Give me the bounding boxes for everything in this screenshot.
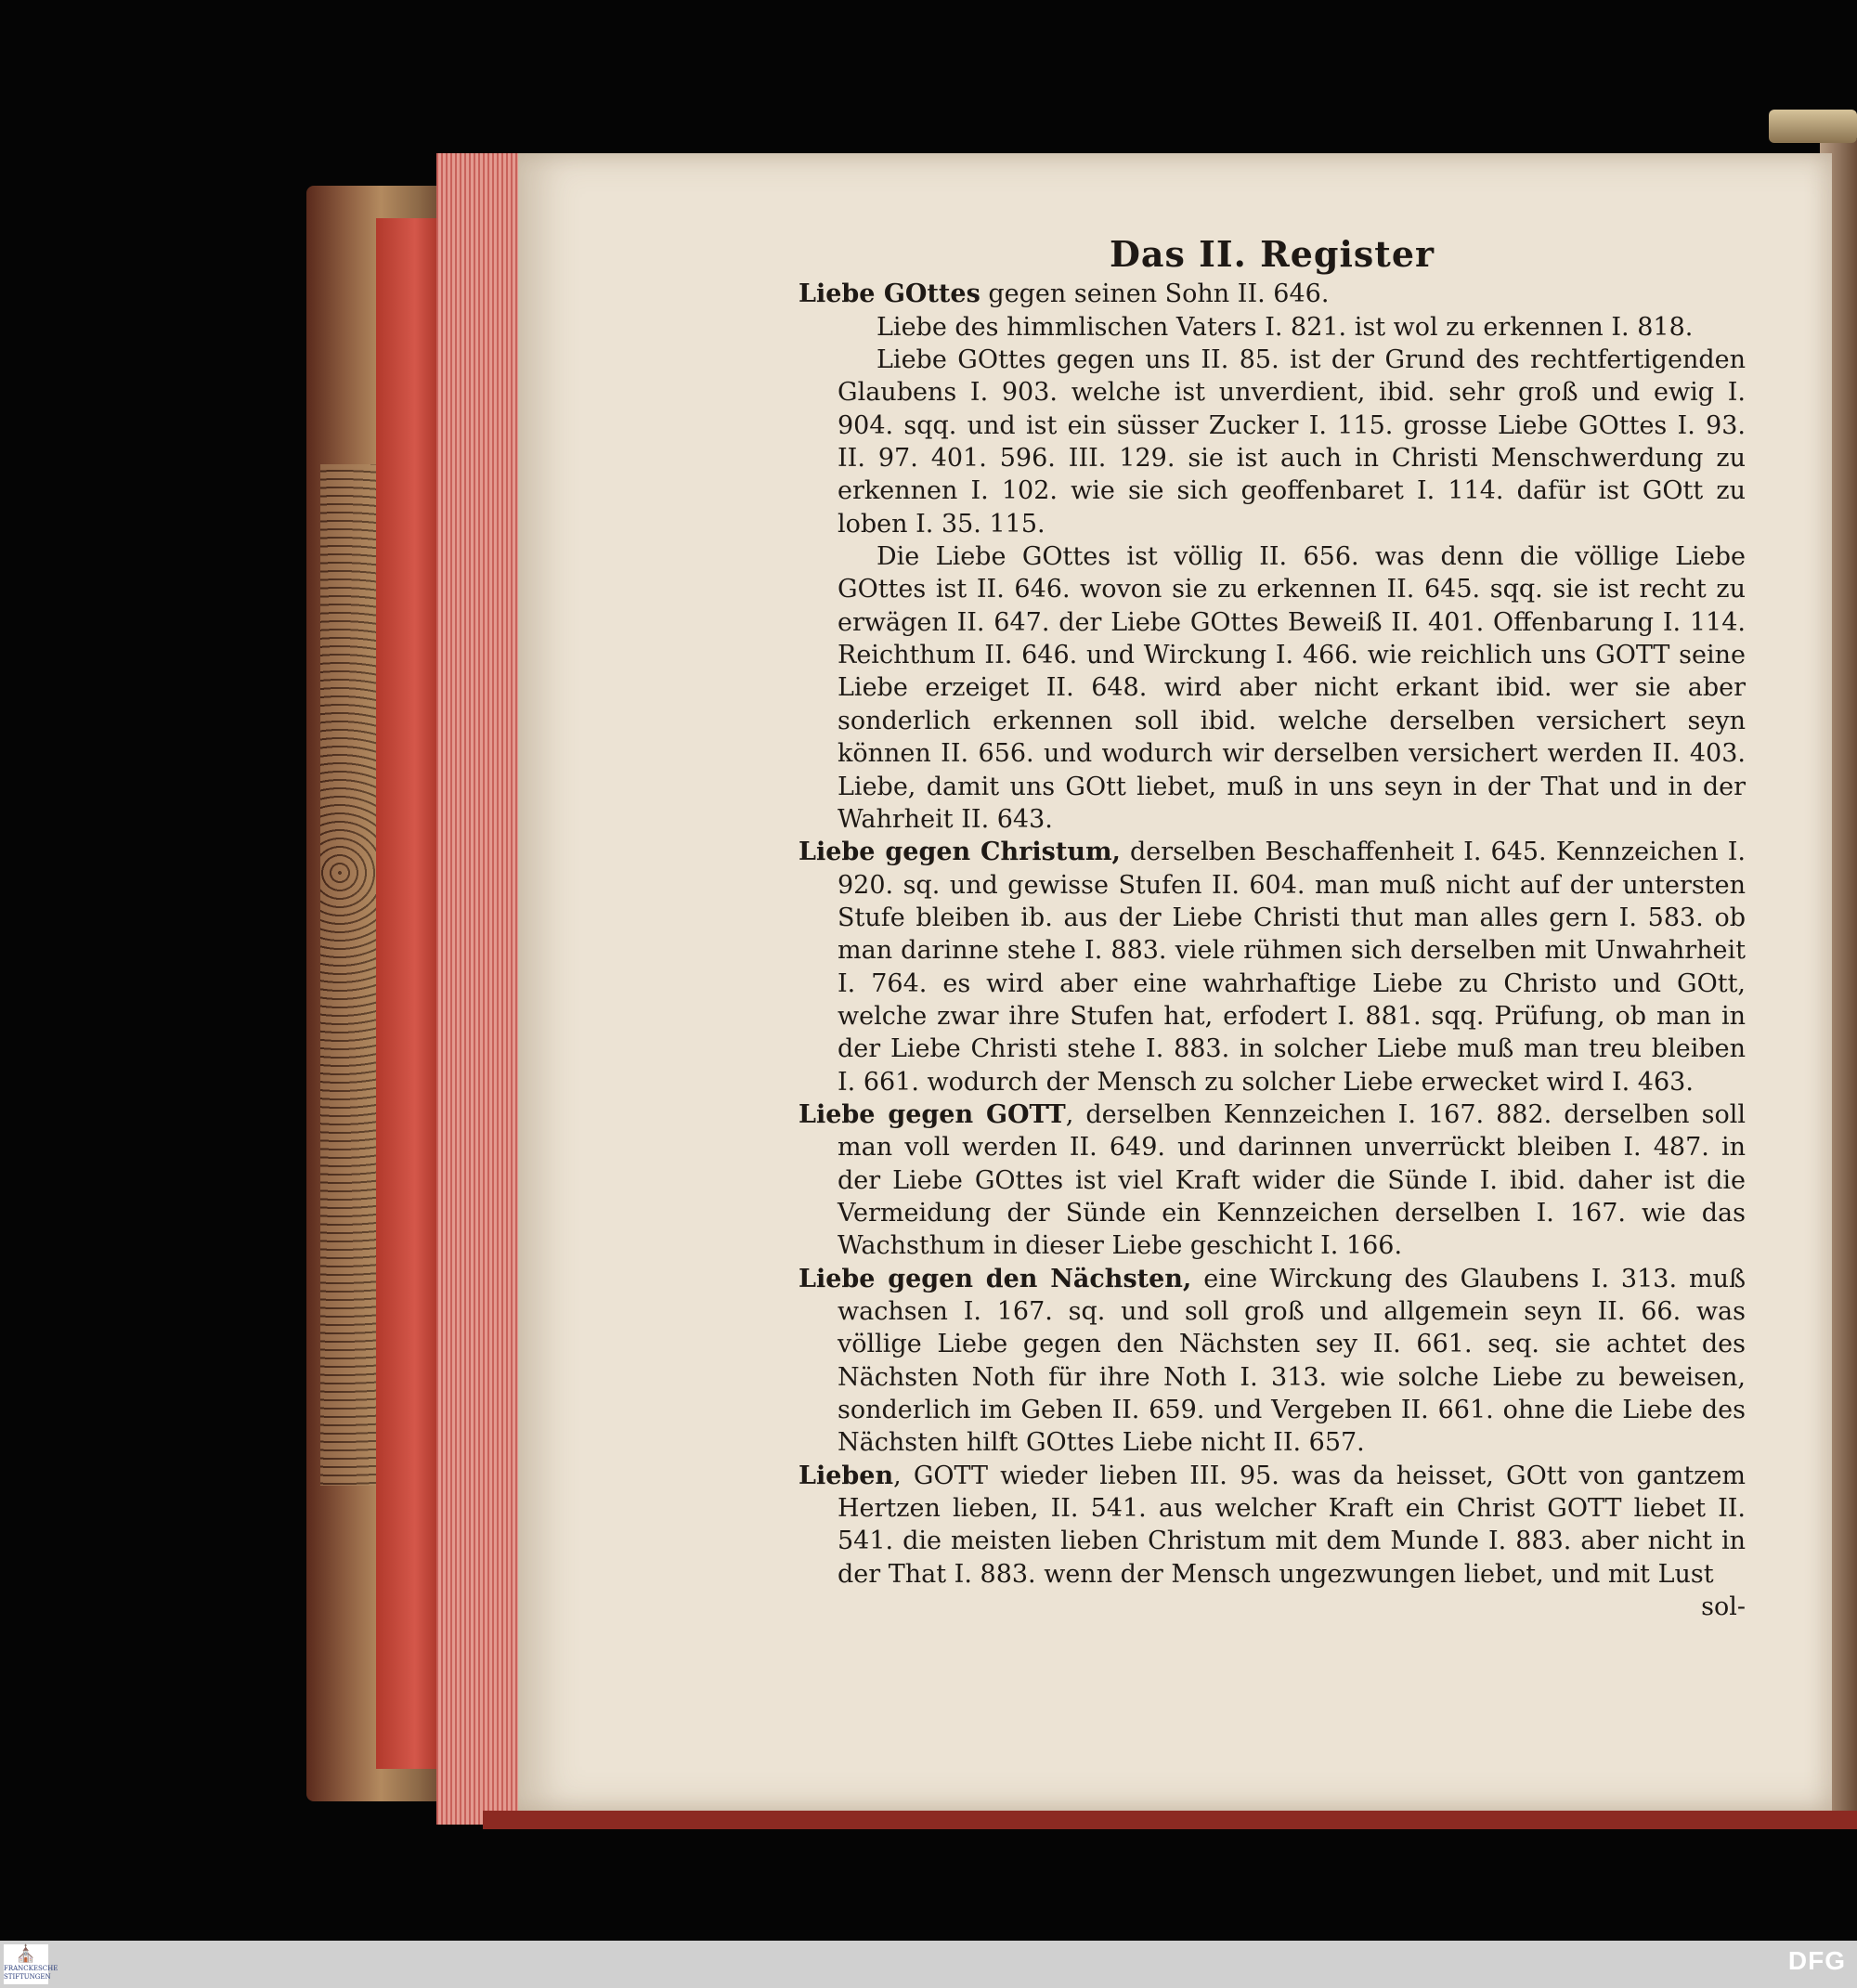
logo-text-line1: FRANCKESCHE	[4, 1965, 58, 1972]
dfg-logo[interactable]: DFG	[1787, 1946, 1846, 1975]
viewer-footer	[0, 1941, 1857, 1988]
binding-tie	[1769, 110, 1857, 143]
red-board-edge	[376, 218, 441, 1769]
entry-text: eine Wirckung des Glaubens I. 313. muß wachsen I. 167. sq. und soll groß und allgemein seyn II. 66. was völlige Liebe gegen den Nächsten sey II. 661. seq. sie achtet des Nächsten Noth für ihre Noth I. 313. wie solche Liebe zu beweisen, sonderlich im Geben II. 659. und Vergeben II. 661. ohne die Liebe des Nächsten hilft GOttes Liebe nicht II. 657.	[838, 1264, 1746, 1458]
page-header: Das II. Register	[1109, 233, 1435, 275]
institution-logo[interactable]	[4, 1944, 58, 1984]
register-entry	[799, 540, 1746, 836]
entry-text: , GOTT wieder lieben III. 95. was da heisset, GOtt von gantzem Hertzen lieben, II. 541. aus welcher Kraft ein Christ GOTT liebet II. 541. die meisten lieben Christum mit dem Munde I. 883. aber nicht in der That I. 883. wenn der Mensch ungezwungen liebet, und mit Lust	[838, 1461, 1746, 1589]
board-bottom-edge	[483, 1811, 1857, 1829]
entry-text: derselben Beschaffenheit I. 645. Kennzeichen I. 920. sq. und gewisse Stufen II. 604. man muß nicht auf der untersten Stufe bleiben ib. aus der Liebe Christi thut man alles gern I. 583. ob man darinne stehe I. 883. viele rühmen sich derselben mit Unwahrheit I. 764. es wird aber eine wahrhaftige Liebe zu Christo und GOtt, welche zwar ihre Stufen hat, erfodert I. 881. sqq. Prüfung, ob man in der Liebe Christi stehe I. 883. in solcher Liebe muß man treu bleiben I. 661. wodurch der Mensch zu solcher Liebe erwecket wird I. 463.	[838, 838, 1746, 1097]
register-entry	[799, 836, 1746, 1098]
building-icon: ⛪	[15, 1944, 37, 1964]
entry-keyword: Liebe GOttes	[799, 279, 980, 309]
register-entry	[799, 1098, 1746, 1263]
page-text-block	[799, 233, 1746, 1623]
entry-text: Liebe GOttes gegen uns II. 85. ist der Grund des rechtfertigenden Glaubens I. 903. welche ist unverdient, ibid. sehr groß und ewig I. 904. sqq. und ist ein süsser Zucker I. 115. grosse Liebe GOttes I. 93. II. 97. 401. 596. III. 129. sie ist auch in Christi Menschwerdung zu erkennen I. 102. wie sie sich geoffenbaret I. 114. dafür ist GOtt zu loben I. 35. 115.	[838, 345, 1746, 539]
entry-text: gegen seinen Sohn II. 646.	[980, 279, 1330, 309]
logo-text-line2: STIFTUNGEN	[4, 1973, 51, 1981]
register-entry	[799, 1460, 1746, 1591]
register-entry	[799, 311, 1746, 344]
entry-keyword: Liebe gegen den Nächsten,	[799, 1264, 1192, 1293]
entry-keyword: Liebe gegen Christum,	[799, 838, 1121, 867]
entry-keyword: Liebe gegen GOTT	[799, 1099, 1066, 1129]
register-entry	[799, 1263, 1746, 1460]
register-entry	[799, 344, 1746, 540]
entry-text: , derselben Kennzeichen I. 167. 882. derselben soll man voll werden II. 649. und darinnen unverrückt bleiben I. 487. in der Liebe GOttes ist viel Kraft wider die Sünde I. ibid. daher ist die Vermeidung der Sünde ein Kennzeichen derselben I. 167. wie das Wachsthum in dieser Liebe geschicht I. 166.	[838, 1099, 1746, 1261]
entry-text: Liebe des himmlischen Vaters I. 821. ist wol zu erkennen I. 818.	[877, 312, 1694, 342]
catchword: sol-	[1701, 1592, 1746, 1622]
register-entry	[799, 278, 1746, 310]
entry-text: Die Liebe GOttes ist völlig II. 656. was denn die völlige Liebe GOttes ist II. 646. wovon sie zu erkennen II. 645. sqq. sie ist recht zu erwägen II. 647. der Liebe GOttes Beweiß II. 401. Offenbarung I. 114. Reichthum II. 646. und Wirckung I. 466. wie reichlich uns GOTT seine Liebe erzeiget II. 648. wird aber nicht erkant ibid. wer sie aber sonderlich erkennen soll ibid. welche derselben versichert seyn können II. 656. und wodurch wir derselben versichert werden II. 403. Liebe, damit uns GOtt liebet, muß in uns seyn in der That und in der Wahrheit II. 643.	[838, 542, 1746, 834]
page-block-edge	[436, 153, 520, 1825]
register-entries	[799, 278, 1746, 1591]
entry-keyword: Lieben	[799, 1461, 894, 1490]
